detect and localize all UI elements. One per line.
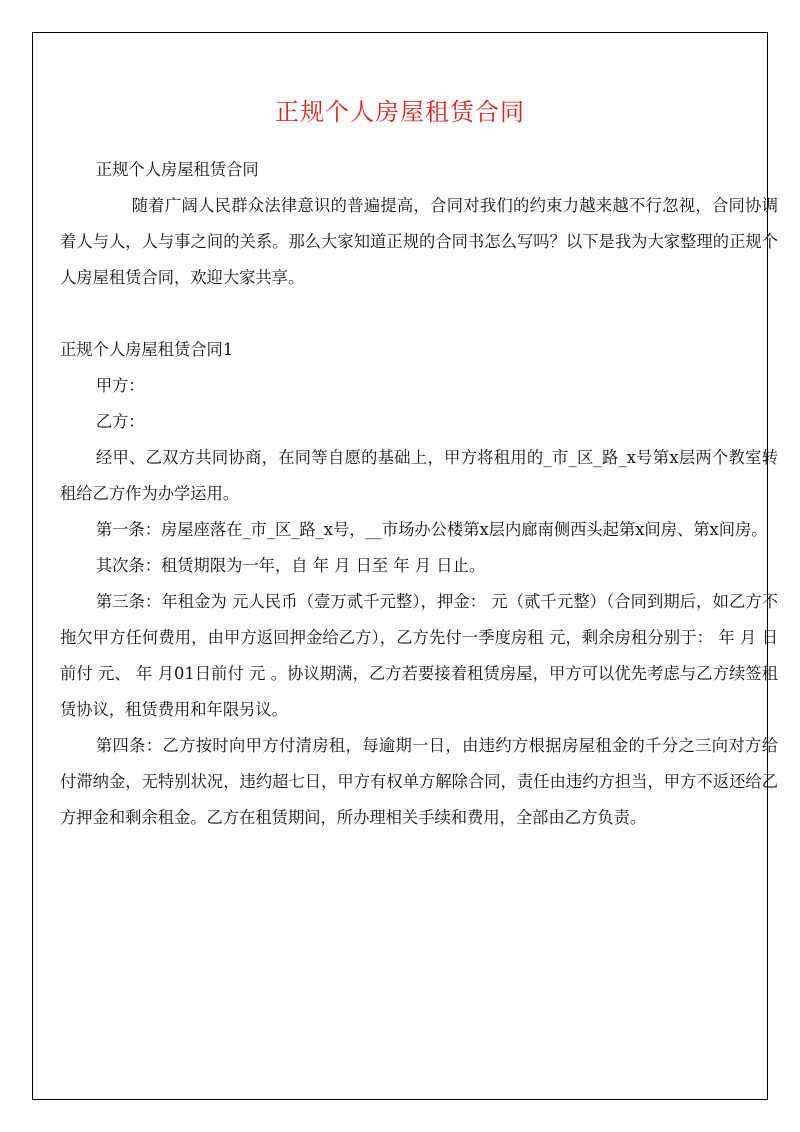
party-b-label: 乙方：: [95, 412, 145, 431]
section-heading: 正规个人房屋租赁合同1: [60, 340, 234, 359]
clause-2: 其次条：租赁期限为一年，自 年 月 日至 年 月 日止。: [95, 556, 486, 575]
document-subtitle: 正规个人房屋租赁合同: [95, 160, 259, 179]
intro-paragraph: 随着广阔人民群众法律意识的普遍提高，合同对我们的约束力越来越不行忽视，合同协调着人与人，人与事之间的关系。那么大家知道正规的合同书怎么写吗？以下是我为大家整理的正规个人房屋租赁合同，欢迎大家共享。: [60, 196, 778, 287]
paragraph-gap: [60, 296, 778, 332]
clause-4: 第四条：乙方按时向甲方付清房租，每逾期一日，由违约方根据房屋租金的千分之三向对方给付滞纳金，无特别状况，违约超七日，甲方有权单方解除合同，责任由违约方担当，甲方不返还给乙方押金和剩余租金。乙方在租赁期间，所办理相关手续和费用，全部由乙方负责。: [60, 736, 778, 827]
document-body: [60, 152, 778, 836]
clause-3: 第三条：年租金为 元人民币（壹万贰千元整），押金： 元（贰千元整）（合同到期后，如乙方不拖欠甲方任何费用，由甲方返回押金给乙方），乙方先付一季度房租 元，剩余房租分别于： 年 月 日前付 元、 年 月01日前付 元 。协议期满，乙方若要接着租赁房屋，甲方可以优先考虑与乙方续签租赁协议，租赁费用和年限另议。: [60, 592, 778, 719]
clause-1: 第一条：房屋座落在_市_区_路_x号，__市场办公楼第x层内廊南侧西头起第x间房、第x间房。: [95, 520, 768, 539]
document-title: 正规个人房屋租赁合同: [275, 98, 525, 126]
party-a-label: 甲方：: [95, 376, 145, 395]
agreement-paragraph: 经甲、乙双方共同协商，在同等自愿的基础上，甲方将租用的_市_区_路_x号第x层两个教室转租给乙方作为办学运用。: [60, 448, 778, 503]
